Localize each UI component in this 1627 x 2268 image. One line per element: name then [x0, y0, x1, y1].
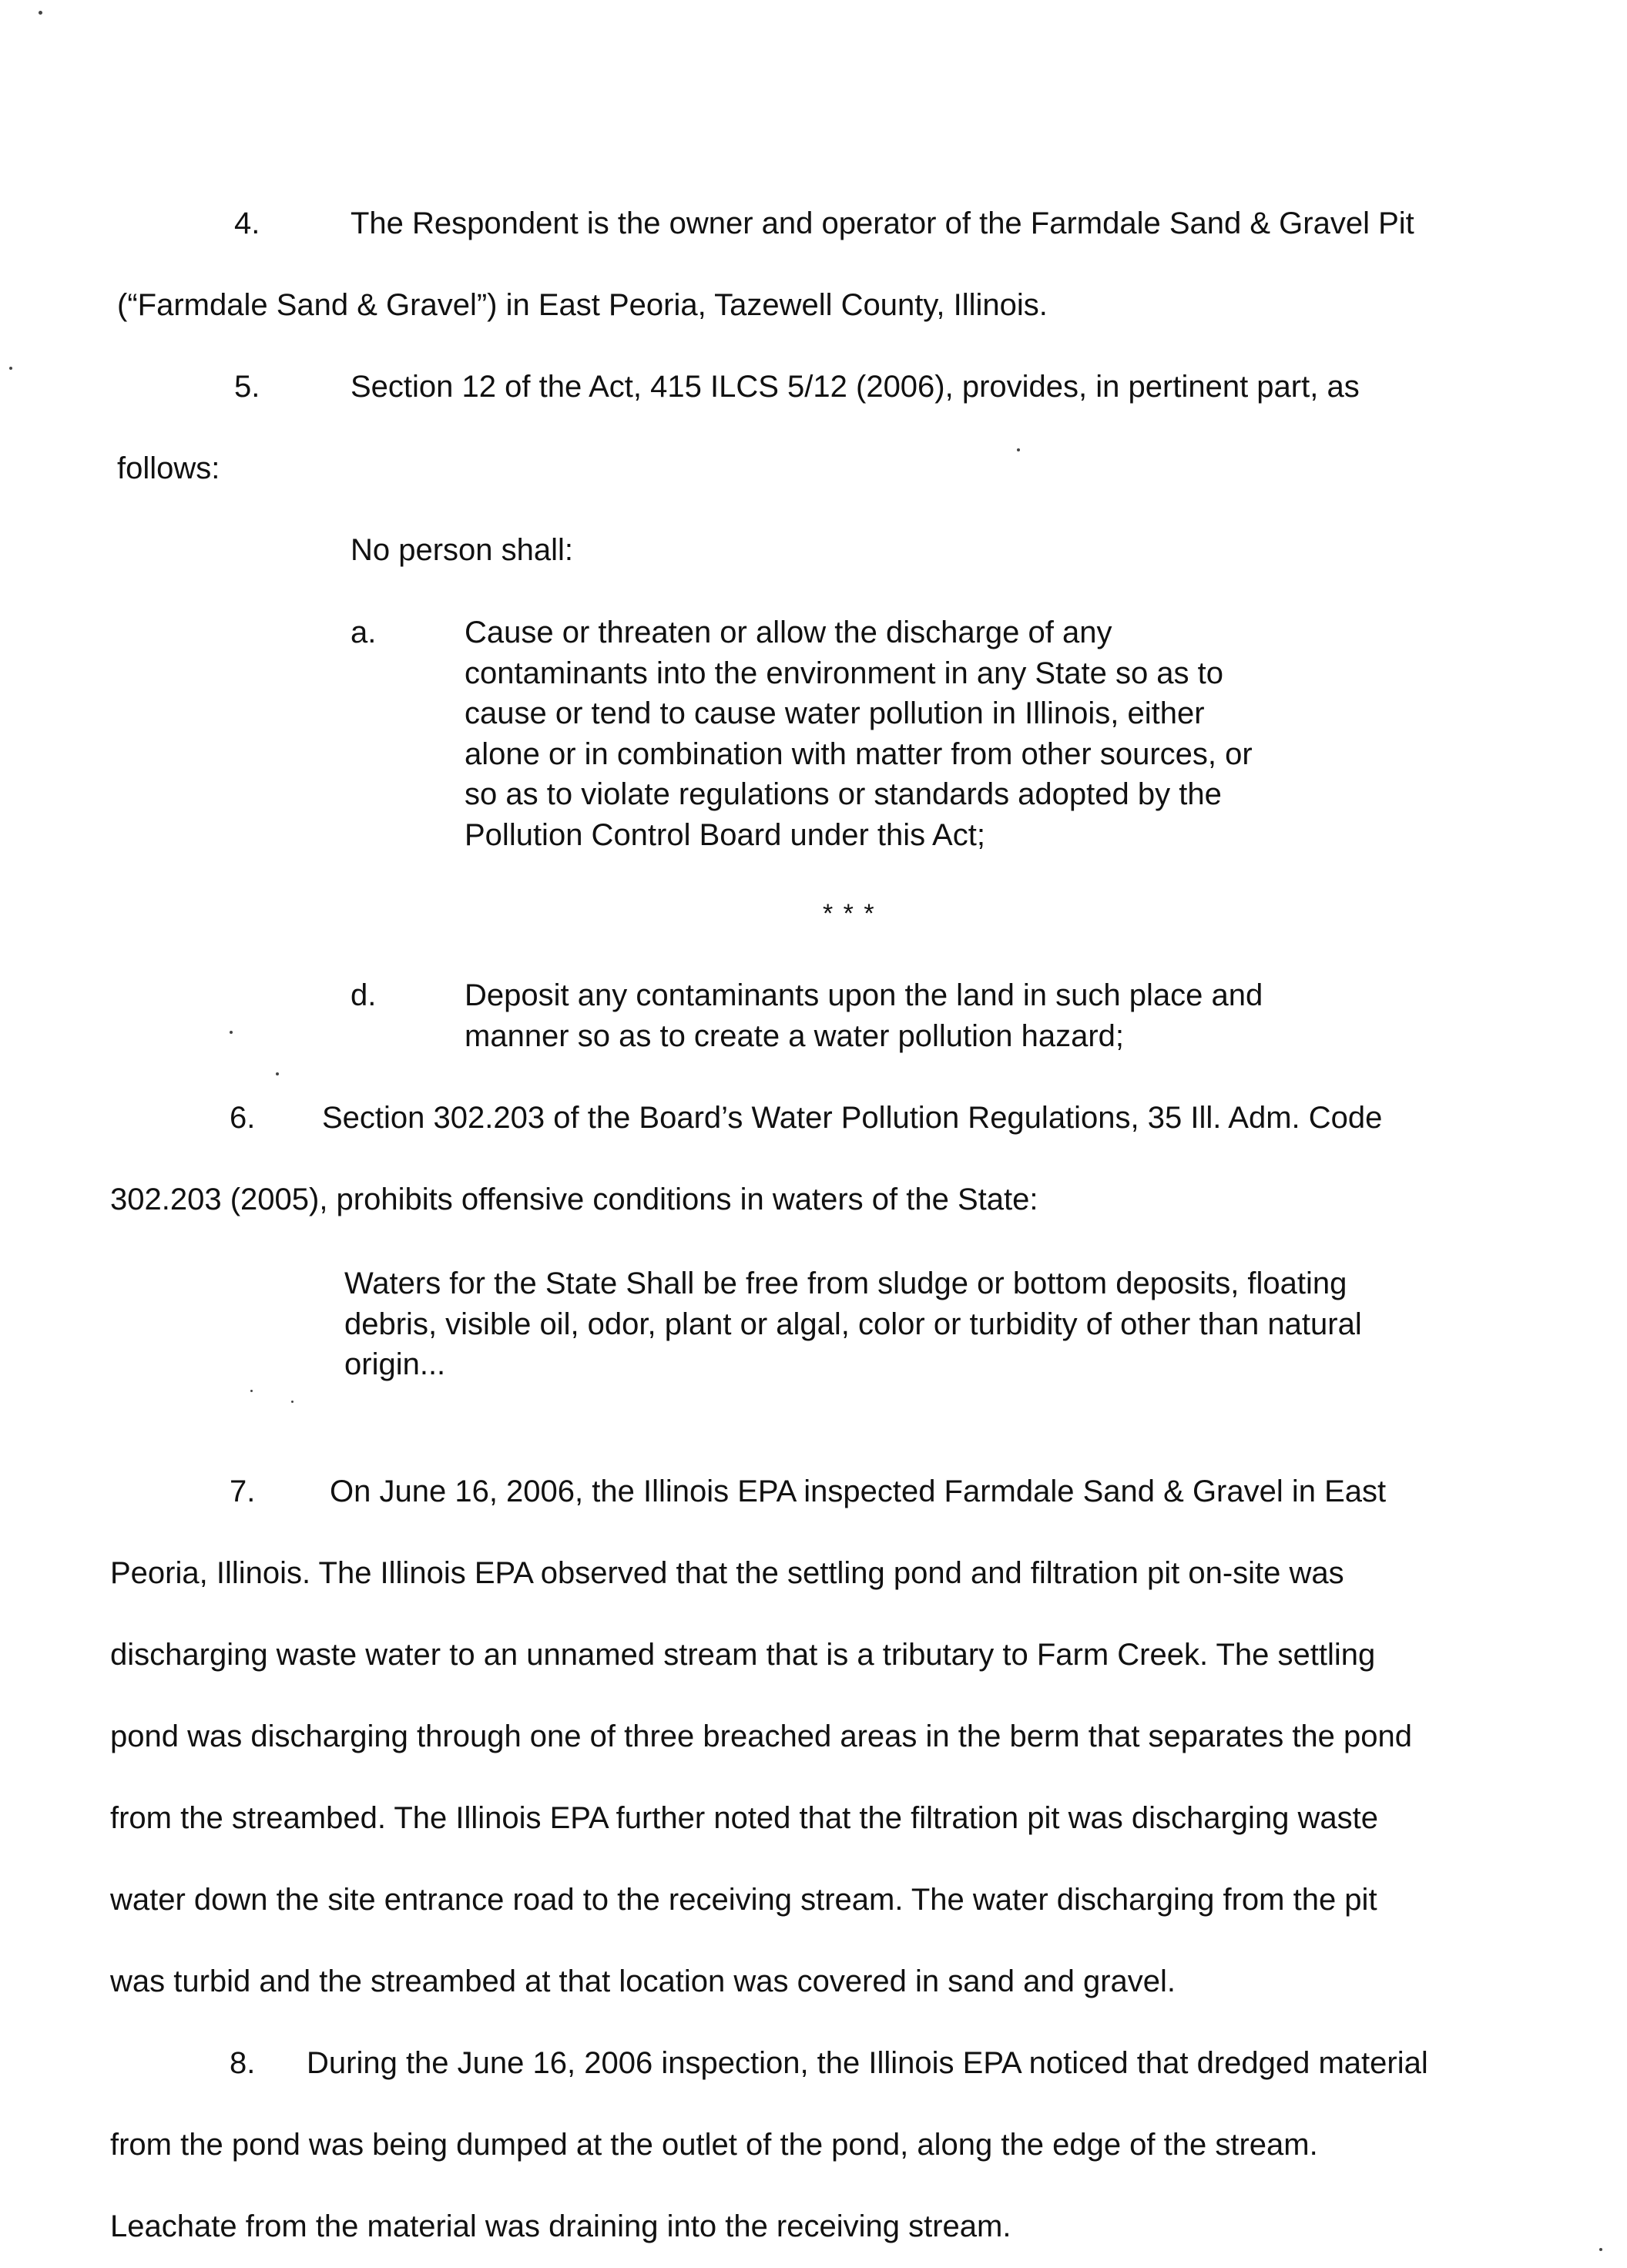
omission-asterisks: * * * [823, 899, 876, 928]
paragraph-text: water down the site entrance road to the receiving stream. The water discharging from the pit [110, 1883, 1377, 1917]
scan-speck [1599, 2248, 1602, 2251]
quote-line: origin... [344, 1347, 446, 1381]
scan-speck [1017, 448, 1020, 451]
quote-line: so as to violate regulations or standards adopted by the [465, 777, 1222, 811]
quote-line: Cause or threaten or allow the discharge of any [465, 616, 1112, 649]
paragraph-number: 4. [234, 206, 260, 240]
paragraph-text: Leachate from the material was draining into the receiving stream. [110, 2209, 1011, 2243]
paragraph-number: 5. [234, 370, 260, 404]
paragraph-text: The Respondent is the owner and operator of the Farmdale Sand & Gravel Pit [351, 206, 1414, 240]
quote-line: alone or in combination with matter from other sources, or [465, 737, 1253, 771]
list-label: a. [351, 616, 377, 649]
quote-line: Pollution Control Board under this Act; [465, 818, 985, 852]
scan-speck [39, 11, 42, 15]
paragraph-text: discharging waste water to an unnamed stream that is a tributary to Farm Creek. The settling [110, 1638, 1376, 1672]
quote-line: cause or tend to cause water pollution in Illinois, either [465, 696, 1205, 730]
scan-speck [291, 1401, 294, 1403]
quote-intro: No person shall: [351, 533, 574, 567]
paragraph-text: from the streambed. The Illinois EPA further noted that the filtration pit was discharging waste [110, 1801, 1379, 1835]
paragraph-text: Peoria, Illinois. The Illinois EPA observed that the settling pond and filtration pit on-site was [110, 1556, 1344, 1590]
scan-speck [276, 1072, 279, 1075]
paragraph-text: Section 12 of the Act, 415 ILCS 5/12 (2006), provides, in pertinent part, as [351, 370, 1360, 404]
quote-line: Deposit any contaminants upon the land in such place and [465, 978, 1263, 1012]
quote-line: manner so as to create a water pollution hazard; [465, 1019, 1125, 1053]
paragraph-text: was turbid and the streambed at that location was covered in sand and gravel. [110, 1964, 1176, 1998]
paragraph-text: 302.203 (2005), prohibits offensive conditions in waters of the State: [110, 1183, 1038, 1216]
scan-speck [250, 1390, 253, 1392]
paragraph-number: 8. [230, 2046, 256, 2080]
scan-speck [230, 1031, 233, 1034]
paragraph-text: follows: [117, 451, 220, 485]
quote-line: Waters for the State Shall be free from sludge or bottom deposits, floating [344, 1267, 1347, 1300]
paragraph-text: Section 302.203 of the Board’s Water Pollution Regulations, 35 Ill. Adm. Code [322, 1101, 1383, 1135]
list-label: d. [351, 978, 377, 1012]
scan-speck [9, 367, 12, 370]
paragraph-number: 6. [230, 1101, 256, 1135]
paragraph-text: On June 16, 2006, the Illinois EPA inspected Farmdale Sand & Gravel in East [330, 1475, 1387, 1508]
paragraph-text: During the June 16, 2006 inspection, the Illinois EPA noticed that dredged material [307, 2046, 1428, 2080]
paragraph-text: from the pond was being dumped at the outlet of the pond, along the edge of the stream. [110, 2128, 1318, 2162]
paragraph-text: (“Farmdale Sand & Gravel”) in East Peoria, Tazewell County, Illinois. [117, 288, 1048, 322]
paragraph-text: pond was discharging through one of three breached areas in the berm that separates the pond [110, 1719, 1413, 1753]
quote-line: contaminants into the environment in any State so as to [465, 656, 1224, 690]
quote-line: debris, visible oil, odor, plant or algal, color or turbidity of other than natural [344, 1307, 1362, 1341]
paragraph-number: 7. [230, 1475, 256, 1508]
